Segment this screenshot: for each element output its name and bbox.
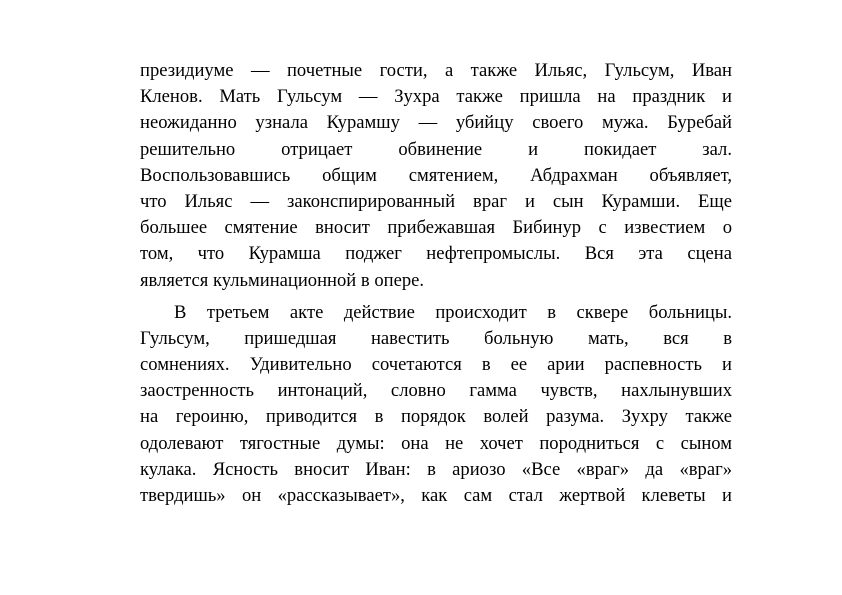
text-line: большее смятение вносит прибежавшая Бибинур с известием о: [140, 217, 732, 239]
text-line: Гульсум, пришедшая навестить больную мать, вся в: [140, 327, 732, 349]
document-text: [140, 58, 732, 509]
paragraph-1: [140, 58, 732, 294]
text-line: кулака. Ясность вносит Иван: в ариозо «Все «враг» да «враг»: [140, 458, 732, 480]
text-line: Воспользовавшись общим смятением, Абдрахман объявляет,: [140, 164, 732, 186]
text-line: неожиданно узнала Курамшу — убийцу своего мужа. Буребай: [140, 112, 732, 134]
text-line: Кленов. Мать Гульсум — Зухра также пришла на праздник и: [140, 86, 732, 108]
text-line: является кульминационной в опере.: [140, 269, 425, 291]
text-line: решительно отрицает обвинение и покидает зал.: [140, 138, 732, 160]
text-line: сомнениях. Удивительно сочетаются в ее арии распевность и: [140, 354, 732, 376]
paragraph-2: [140, 300, 732, 510]
text-line: одолевают тягостные думы: она не хочет породниться с сыном: [140, 432, 732, 454]
text-line: что Ильяс — законспирированный враг и сын Курамши. Еще: [140, 190, 732, 212]
text-line: твердишь» он «рассказывает», как сам стал жертвой клеветы и: [140, 485, 732, 506]
text-line: на героиню, приводится в порядок волей разума. Зухру также: [140, 406, 732, 428]
text-line: В третьем акте действие происходит в сквере больницы.: [174, 301, 732, 323]
text-line: том, что Курамша поджег нефтепромыслы. Вся эта сцена: [140, 243, 732, 265]
text-line: заостренность интонаций, словно гамма чувств, нахлынувших: [140, 380, 732, 402]
text-line: президиуме — почетные гости, а также Ильяс, Гульсум, Иван: [140, 60, 732, 81]
